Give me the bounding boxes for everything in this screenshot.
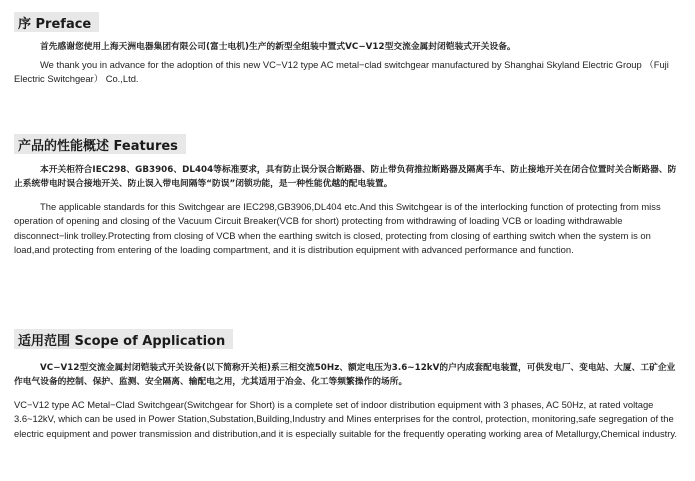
section-title: 序 Preface [18,16,92,32]
section-heading-preface [14,12,99,32]
section-title: 适用范围 Scope of Application [18,333,226,349]
section-heading-features [14,134,186,154]
scope-chinese-text: VC−V12型交流金属封闭铠装式开关设备(以下简称开关柜)系三相交流50Hz、额定电压为3.6~12kV的户内成套配电装置，可供发电厂、变电站、大厦、工矿企业作电气设备的控制、保护、监测、安全隔离、输配电之用，尤其适用于冶金、化工等频繁操作的场所。 [14,363,676,388]
features-chinese-text: 本开关柜符合IEC298、GB3906、DL404等标准要求，具有防止误分误合断路器、防止带负荷推拉断路器及隔离手车、防止接地开关在闭合位置时关合断路器、防止系统带电时误合接地开关、防止误入带电间隔等“防误”闭锁功能，是一种性能优越的配电装置。 [14,165,677,190]
features-english-text: The applicable standards for this Switchgear are IEC298,GB3906,DL404 etc.And this Switchgear is of the interlocking function of protecting from miss operation of opening and closing of the Vacuum Circuit Breaker(VCB for short) protecting from withdrawing of loading VCB or loading withdrawable disconnect−link trolley.Protecting from closing of VCB when the earthing switch is closed, protecting from closing of earthing switch when the system is on load,and protecting from entering of the loading compartment, and it is distribution equipment with advanced performance and function. [14,201,661,256]
scope-english-text: VC−V12 type AC Metal−Clad Switchgear(Switchgear for Short) is a complete set of indoor distribution equipment with 3 phases, AC 50Hz, at rated voltage 3.6~12kV, which can be used in Power Station,Substation,Building,Industry and Mines enterprises for the control, protection, monitoring,safe segregation of the electric equipment and power transmission and distribution,and it is especially suitable for the frequently operating working area of Metallurgy,Chemical industry. [14,399,678,439]
section-heading-scope [14,329,233,349]
preface-english-text: We thank you in advance for the adoption of this new VC−V12 type AC metal−clad switchgear manufactured by Shanghai Skyland Electric Group （Fuji Electric Switchgear） Co.,Ltd. [14,59,669,85]
section-title: 产品的性能概述 Features [18,138,178,154]
preface-chinese-text: 首先感谢您使用上海天洲电器集团有限公司(富士电机)生产的新型全组装中置式VC−V12型交流金属封闭铠装式开关设备。 [40,42,516,52]
